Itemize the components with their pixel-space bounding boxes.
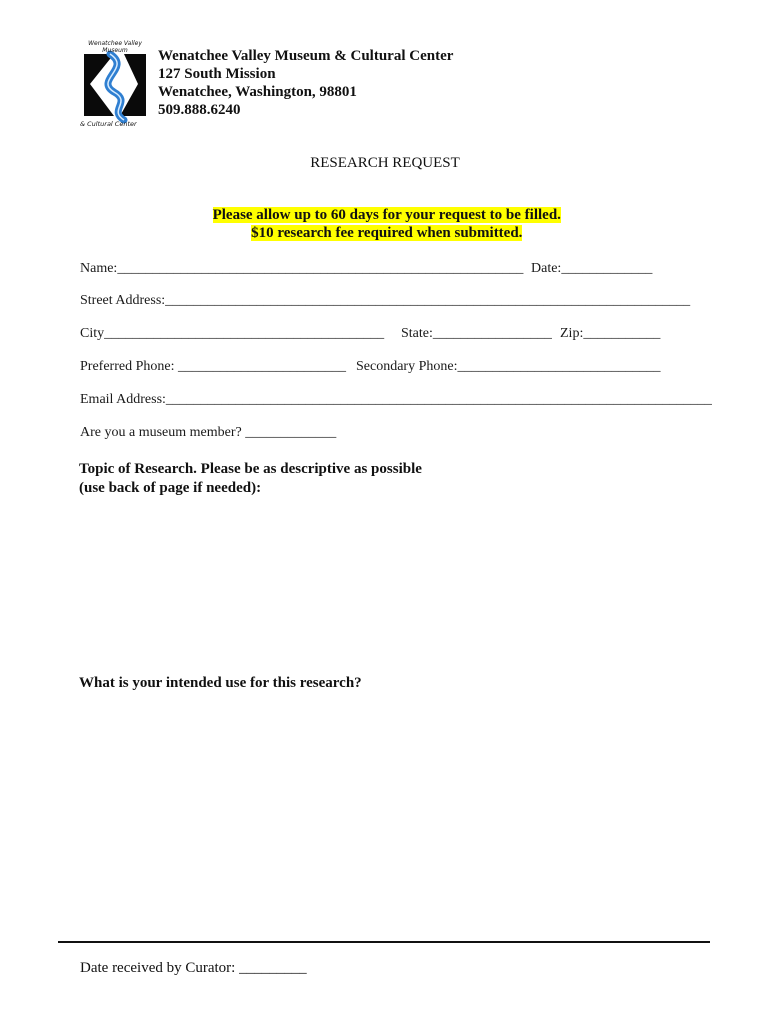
notice-line-1-text: Please allow up to 60 days for your request to be filled. <box>212 207 561 223</box>
zip-field[interactable]: Zip:___________ <box>560 326 661 341</box>
name-field[interactable]: Name:__________________________________________________________ <box>80 261 524 276</box>
street-address-field[interactable]: Street Address:___________________________________________________________________________ <box>80 293 691 308</box>
intended-use-response-area[interactable] <box>79 696 709 926</box>
org-name: Wenatchee Valley Museum & Cultural Center <box>158 48 454 64</box>
footer-divider <box>58 941 710 943</box>
museum-logo <box>80 40 148 130</box>
topic-heading-line-2: (use back of page if needed): <box>79 480 262 496</box>
date-received-row <box>80 960 307 977</box>
logo-top-text: Wenatchee Valley Museum <box>88 40 142 54</box>
phone-number: 509.888.6240 <box>158 102 241 118</box>
topic-response-area[interactable] <box>79 500 709 660</box>
secondary-phone-field[interactable]: Secondary Phone:_____________________________ <box>356 359 661 374</box>
notice-line-2-text: $10 research fee required when submitted. <box>251 225 523 241</box>
city-field[interactable]: City________________________________________ <box>80 326 385 341</box>
page-title: RESEARCH REQUEST <box>310 155 460 171</box>
date-received-blank[interactable]: _________ <box>239 960 307 976</box>
preferred-phone-field[interactable]: Preferred Phone: ________________________ <box>80 359 346 374</box>
member-field[interactable]: Are you a museum member? _____________ <box>80 425 337 440</box>
date-received-label: Date received by Curator: <box>80 960 236 976</box>
topic-heading-line-1: Topic of Research. Please be as descriptive as possible <box>79 461 422 477</box>
date-field[interactable]: Date:_____________ <box>531 261 653 276</box>
intended-use-heading: What is your intended use for this research? <box>79 675 362 691</box>
logo-bottom-text: & Cultural Center <box>80 120 137 128</box>
email-field[interactable]: Email Address:______________________________________________________________________________ <box>80 392 712 407</box>
notice-line-2 <box>0 208 766 242</box>
state-field[interactable]: State:_________________ <box>401 326 552 341</box>
street-address: 127 South Mission <box>158 66 276 82</box>
city-state-zip: Wenatchee, Washington, 98801 <box>158 84 357 100</box>
